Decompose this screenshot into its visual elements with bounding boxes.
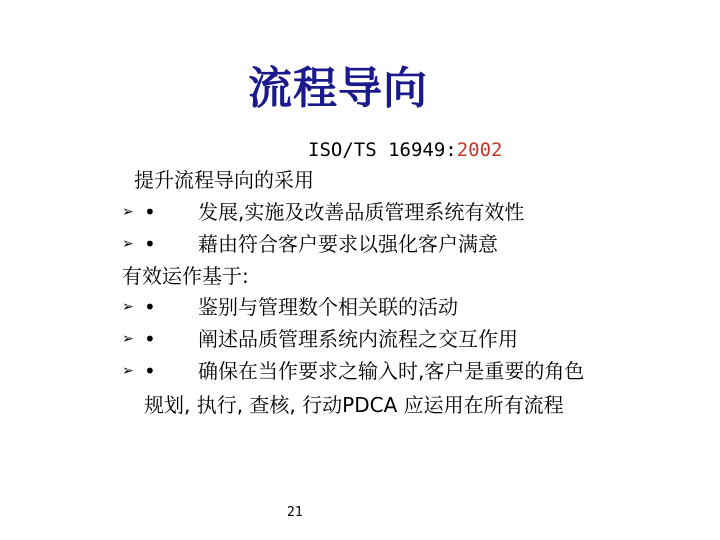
bullet-text: 确保在当作要求之输入时,客户是重要的角色 [198, 359, 585, 383]
dot-bullet-icon: • [144, 327, 156, 351]
bullet-text: 发展,实施及改善品质管理系统有效性 [198, 200, 525, 224]
bullet-item [122, 293, 622, 321]
bullet-text: 鉴别与管理数个相关联的活动 [198, 295, 458, 319]
dot-bullet-icon: • [144, 232, 156, 256]
bullet-item [122, 198, 622, 226]
bullet-item [122, 325, 622, 353]
bullet-text: 藉由符合客户要求以强化客户满意 [198, 232, 498, 256]
standard-name: ISO/TS 16949: [308, 139, 457, 161]
arrow-bullet-icon: ➢ [122, 363, 134, 379]
standard-subtitle [308, 139, 502, 161]
closing-line: 规划, 执行, 查核, 行动PDCA 应运用在所有流程 [144, 393, 564, 417]
arrow-bullet-icon: ➢ [122, 204, 134, 220]
dot-bullet-icon: • [144, 295, 156, 319]
bullet-item [122, 230, 622, 258]
intro-line: 提升流程导向的采用 [134, 168, 314, 192]
dot-bullet-icon: • [144, 359, 156, 383]
section-label: 有效运作基于: [122, 264, 249, 288]
arrow-bullet-icon: ➢ [122, 299, 134, 315]
standard-year: 2002 [456, 139, 503, 161]
arrow-bullet-icon: ➢ [122, 331, 134, 347]
bullet-text: 阐述品质管理系统内流程之交互作用 [198, 327, 518, 351]
dot-bullet-icon: • [144, 200, 156, 224]
bullet-item [122, 357, 682, 385]
page-number: 21 [287, 505, 303, 520]
slide-title: 流程导向 [248, 63, 428, 114]
arrow-bullet-icon: ➢ [122, 236, 134, 252]
